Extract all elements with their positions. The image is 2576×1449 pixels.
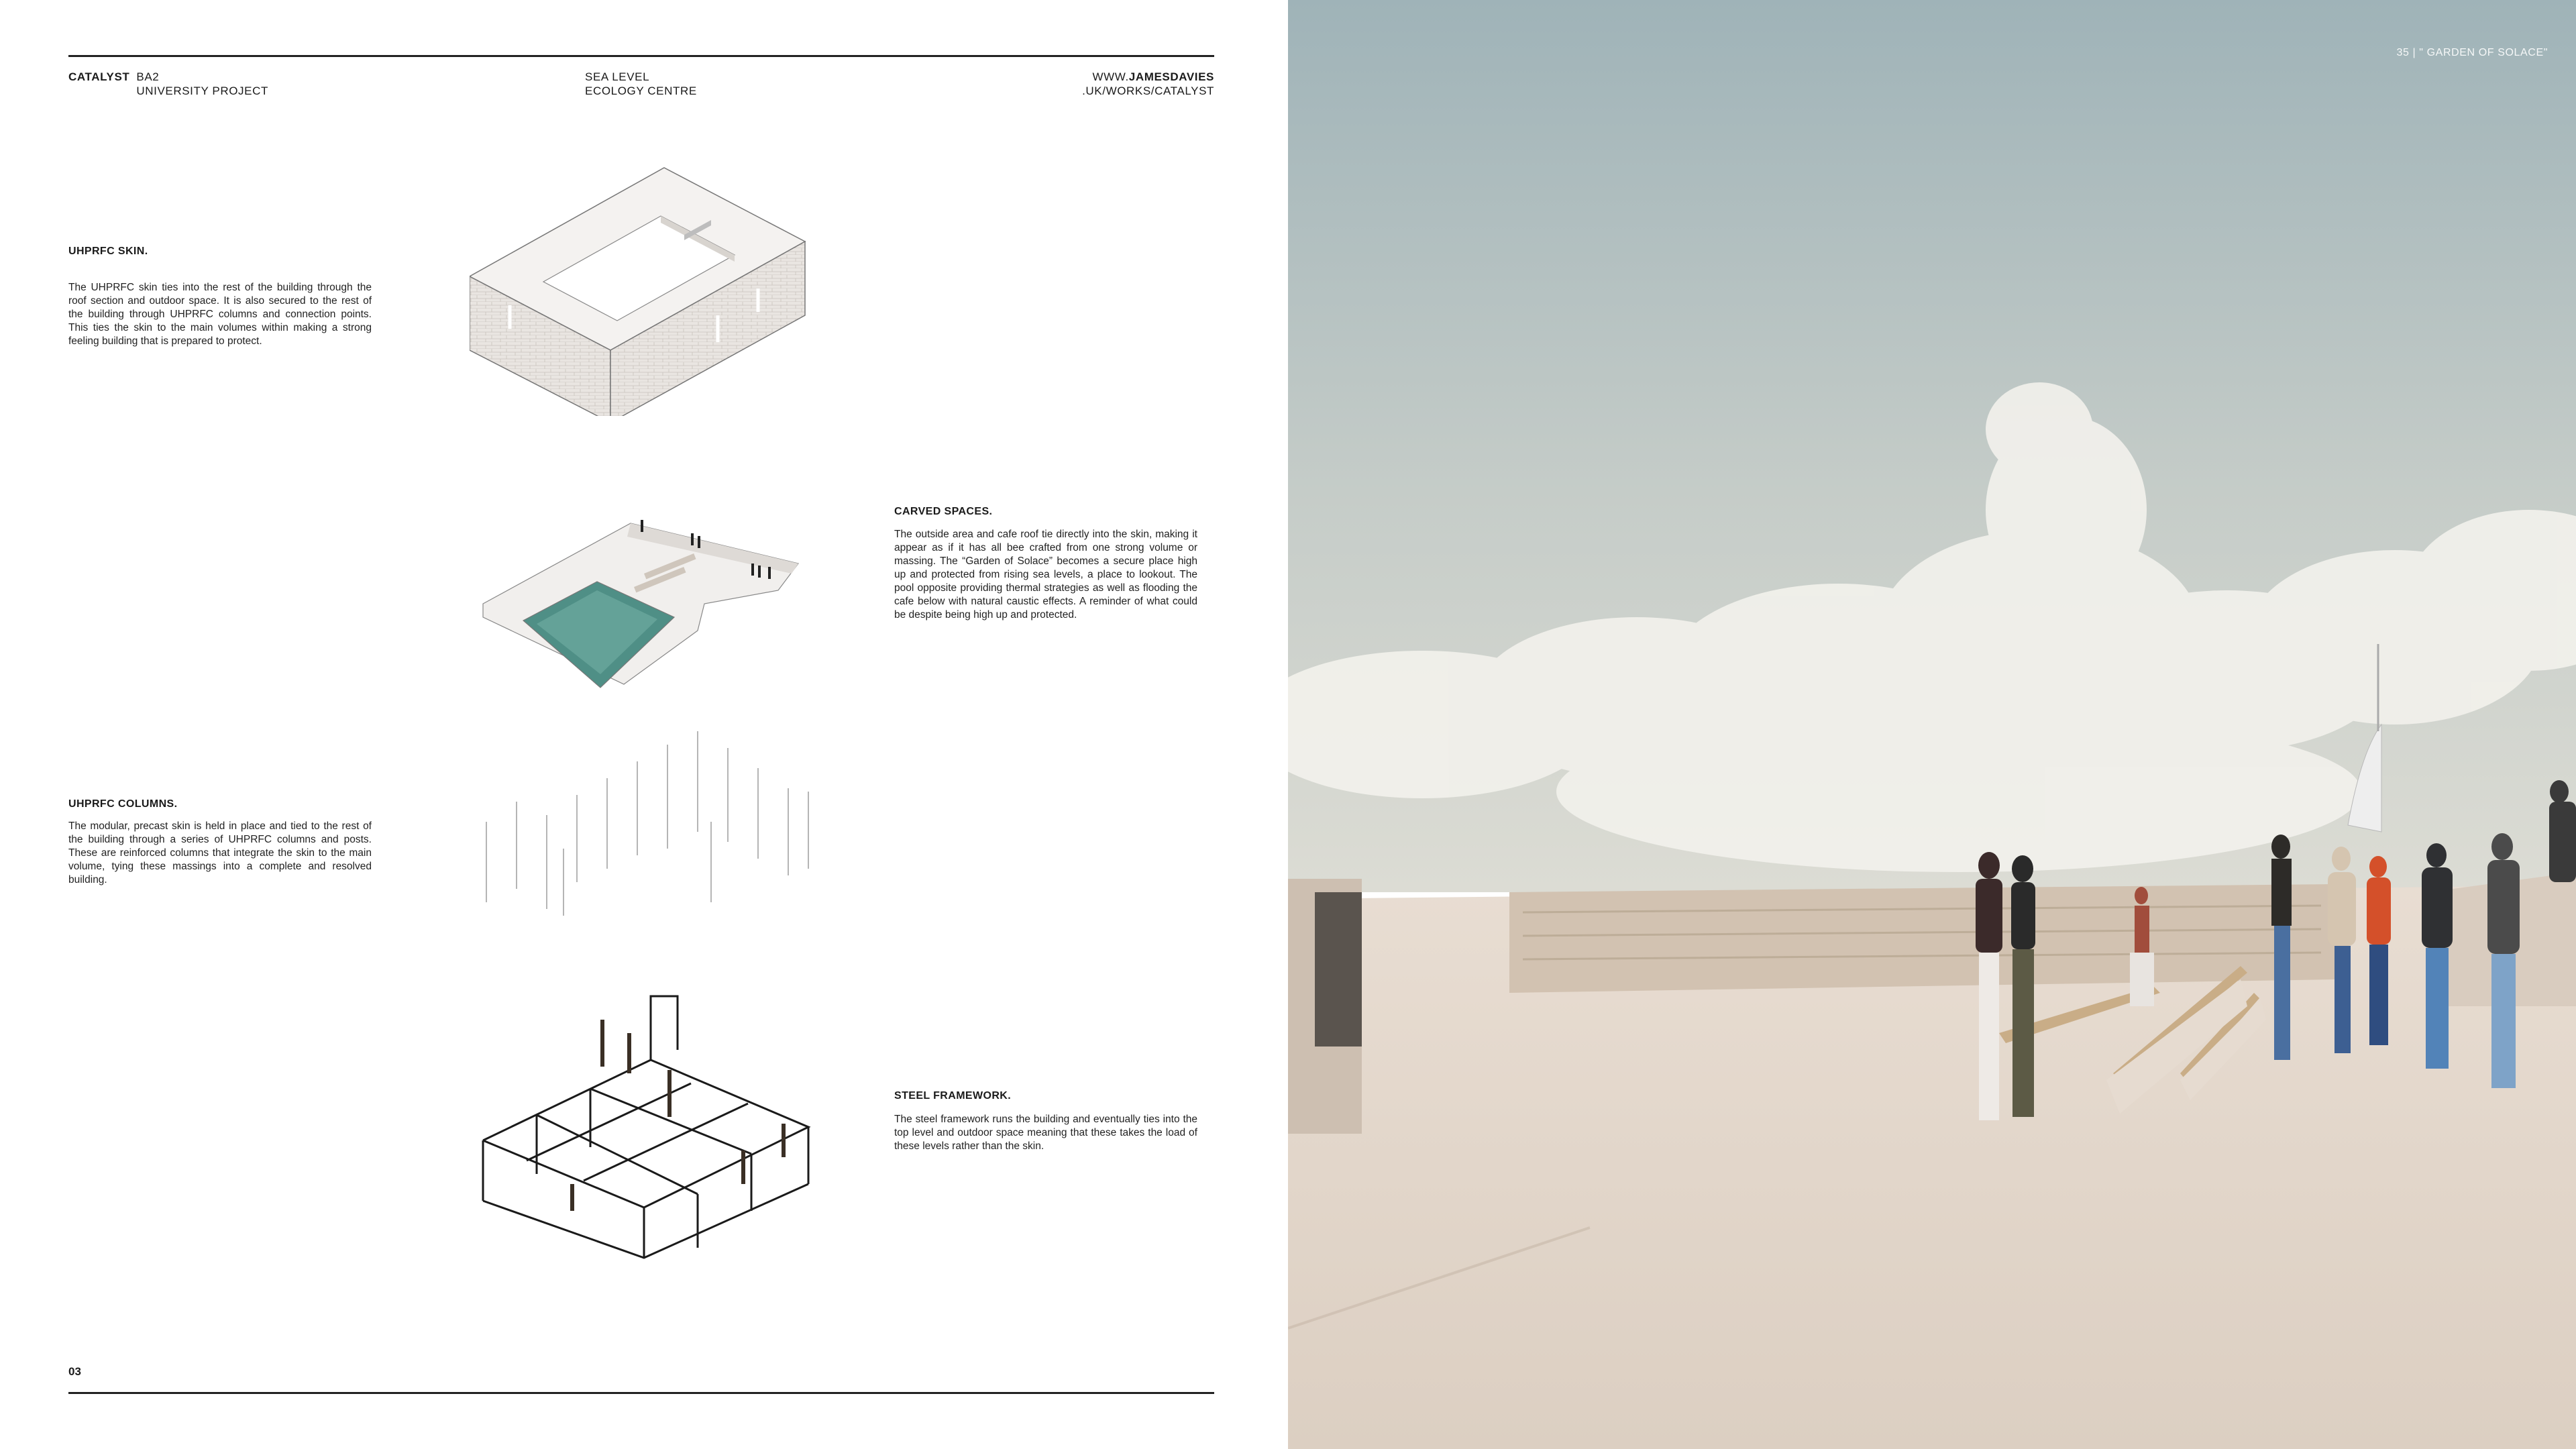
steel-title: STEEL FRAMEWORK. [894,1090,1012,1102]
bottom-rule [68,1392,1214,1394]
columns-title: UHPRFC COLUMNS. [68,798,178,810]
carved-body: The outside area and cafe roof tie directly into the skin, making it appear as if it has all bee crafted from one strong volume or massing. The “Garden of Solace” becomes a secure place high up and protected from rising sea levels, a place to lookout. The pool opposite providing thermal strategies as well as flooding the cafe below with natural caustic effects. A reminder of what could be despite being high up and protected. [894,529,1197,621]
carved-title: CARVED SPACES. [894,506,993,517]
steel-body: The steel framework runs the building and eventually ties into the top level and outdoor space meaning that these takes the load of these levels rather than the skin. [894,1114,1197,1152]
render-scene [1288,0,2576,1449]
skin-title: UHPRFC SKIN. [68,246,148,257]
project-code: BA2 [136,70,160,83]
skin-body: The UHPRFC skin ties into the rest of the building through the roof section and outdoor space. It is also secured to the rest of the building through UHPRFC columns and connection points. This ties the skin to the main volumes within making a strong feeling building that is prepared to protect. [68,282,372,347]
project-type: UNIVERSITY PROJECT [136,85,268,97]
columns-body: The modular, precast skin is held in place and tied to the rest of the building through a series of UHPRFC columns and posts. These are reinforced columns that integrate the skin to the main volume, tying these massings into a complete and resolved building. [68,820,372,885]
columns-diagram [476,714,818,916]
header-title-line2: ECOLOGY CENTRE [585,85,697,97]
header-website[interactable] [1082,70,1214,98]
site-path: .UK/WORKS/CATALYST [1082,85,1214,97]
garden-of-solace-render [1288,0,2576,1449]
top-rule [68,55,1214,57]
header-project [68,70,268,98]
site-name: JAMESDAVIES [1128,70,1214,83]
project-name: CATALYST [68,70,130,83]
site-prefix: WWW. [1092,70,1129,83]
steel-framework-diagram [476,983,818,1265]
carved-spaces-diagram [476,493,818,694]
page-number: 03 [68,1365,81,1378]
header-title-line1: SEA LEVEL [585,70,650,83]
skin-isometric-diagram [470,161,818,416]
render-caption: 35 | " GARDEN OF SOLACE" [2396,47,2548,58]
header-title [585,70,697,98]
skin-wall [1509,884,2334,993]
